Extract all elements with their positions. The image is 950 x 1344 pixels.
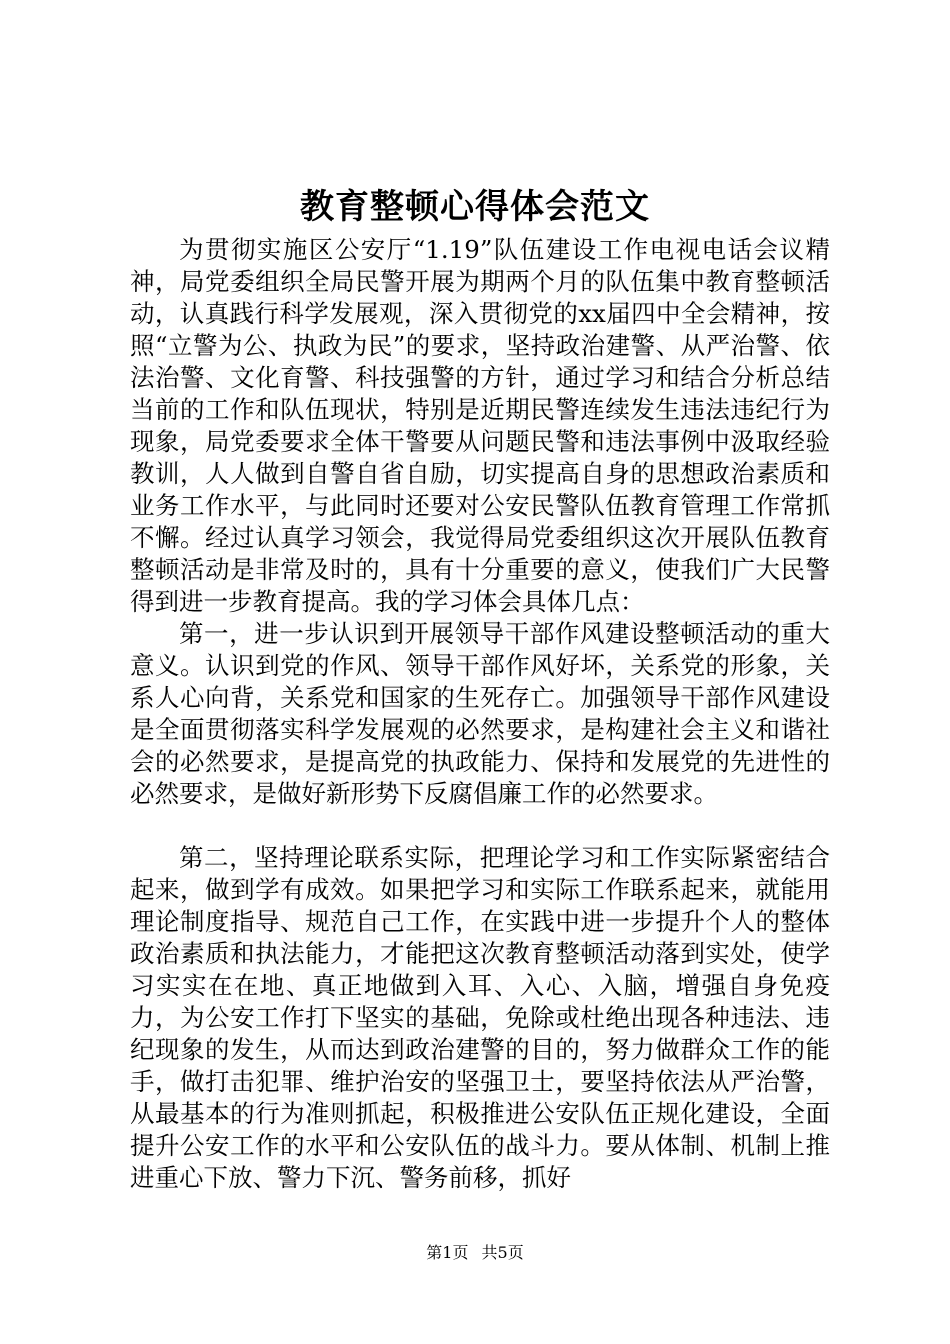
paragraph-point-one: 第一，进一步认识到开展领导干部作风建设整顿活动的重大意义。认识到党的作风、领导干部作风好坏，关系党的形象，关系人心向背，关系党和国家的生死存亡。加强领导干部作风建设是全面贯彻落实科学发展观的必然要求，是构建社会主义和谐社会的必然要求，是提高党的执政能力、保持和发展党的先进性的必然要求，是做好新形势下反腐倡廉工作的必然要求。 (130, 619, 830, 808)
page-total: 共5页 (481, 1243, 524, 1262)
page-footer (0, 1241, 950, 1265)
paragraph-point-two: 第二，坚持理论联系实际，把理论学习和工作实际紧密结合起来，做到学有成效。如果把学习和实际工作联系起来，就能用理论制度指导、规范自己工作，在实践中进一步提升个人的整体政治素质和执法能力，才能把这次教育整顿活动落到实处，使学习实实在在地、真正地做到入耳、入心、入脑，增强自身免疫力，为公安工作打下坚实的基础，免除或杜绝出现各种违法、违纪现象的发生，从而达到政治建警的目的，努力做群众工作的能手，做打击犯罪、维护治安的坚强卫士，要坚持依法从严治警，从最基本的行为准则抓起，积极推进公安队伍正规化建设，全面提升公安工作的水平和公安队伍的战斗力。要从体制、机制上推进重心下放、警力下沉、警务前移，抓好 (130, 843, 830, 1192)
document-title: 教育整顿心得体会范文 (300, 187, 650, 227)
document-body (130, 234, 830, 1194)
page-number: 第1页 (426, 1243, 469, 1262)
paragraph-intro: 为贯彻实施区公安厅“1.19”队伍建设工作电视电话会议精神，局党委组织全局民警开展为期两个月的队伍集中教育整顿活动，认真践行科学发展观，深入贯彻党的xx届四中全会精神，按照“立警为公、执政为民”的要求，坚持政治建警、从严治警、依法治警、文化育警、科技强警的方针，通过学习和结合分析总结当前的工作和队伍现状，特别是近期民警连续发生违法违纪行为现象，局党委要求全体干警要从问题民警和违法事例中汲取经验教训，人人做到自警自省自励，切实提高自身的思想政治素质和业务工作水平，与此同时还要对公安民警队伍教育管理工作常抓不懈。经过认真学习领会，我觉得局党委组织这次开展队伍教育整顿活动是非常及时的，具有十分重要的意义，使我们广大民警得到进一步教育提高。我的学习体会具体几点： (130, 235, 830, 616)
